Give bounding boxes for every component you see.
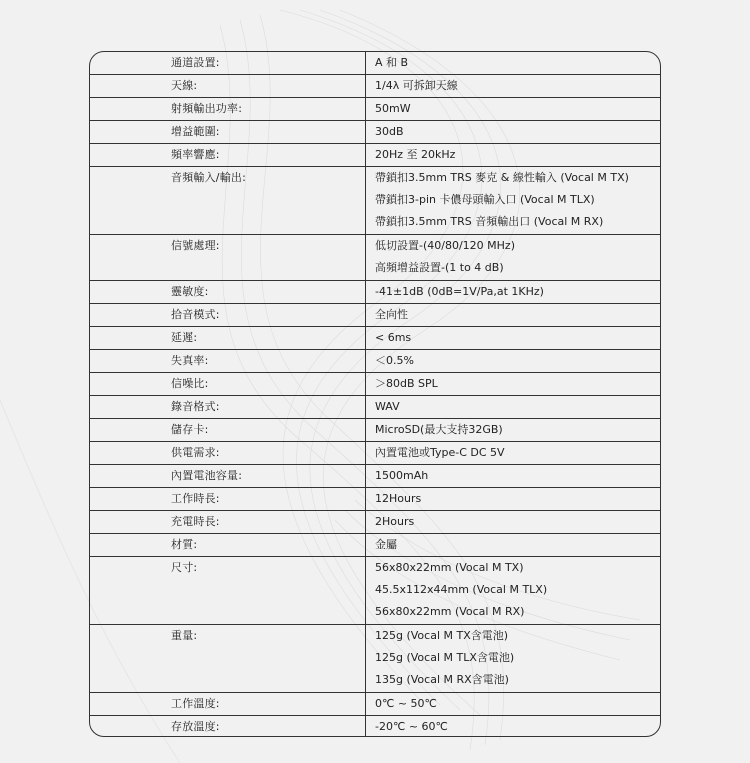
spec-values: [375, 488, 660, 510]
spec-row: [90, 235, 660, 281]
spec-values: [375, 693, 660, 715]
spec-values: [375, 396, 660, 418]
spec-values: [375, 465, 660, 487]
spec-values: [375, 534, 660, 556]
spec-row: [90, 419, 660, 442]
spec-value: 125g (Vocal M TLX含電池): [375, 651, 515, 664]
spec-value: MicroSD(最大支持32GB): [375, 423, 503, 436]
spec-value: 50mW: [375, 102, 411, 115]
specifications-table: [89, 51, 661, 737]
spec-label: 工作溫度:: [171, 697, 220, 710]
spec-value: WAV: [375, 400, 400, 413]
spec-values: [375, 350, 660, 372]
spec-row: [90, 121, 660, 144]
spec-values: [375, 442, 660, 464]
spec-label: 儲存卡:: [171, 423, 209, 436]
spec-values: [375, 167, 660, 233]
spec-row: [90, 557, 660, 625]
spec-label: 音頻輸入/輸出:: [171, 171, 247, 184]
spec-value: 125g (Vocal M TX含電池): [375, 629, 509, 642]
spec-value: < 6ms: [375, 331, 412, 344]
spec-value: 帶鎖扣3.5mm TRS 麥克 & 線性輸入 (Vocal M TX): [375, 171, 629, 184]
spec-value: 56x80x22mm (Vocal M RX): [375, 605, 525, 618]
spec-label: 工作時長:: [171, 492, 220, 505]
spec-value: 0℃ ~ 50℃: [375, 697, 437, 710]
spec-row: [90, 488, 660, 511]
spec-row: [90, 144, 660, 167]
spec-row: [90, 465, 660, 488]
spec-label: 射頻輸出功率:: [171, 102, 243, 115]
spec-label: 頻率響應:: [171, 148, 220, 161]
spec-row: [90, 350, 660, 373]
spec-row: [90, 304, 660, 327]
spec-value: 全向性: [375, 308, 408, 321]
spec-row: [90, 52, 660, 75]
spec-values: [375, 281, 660, 303]
spec-values: [375, 235, 660, 279]
spec-value: 帶鎖扣3.5mm TRS 音頻輸出口 (Vocal M RX): [375, 215, 604, 228]
spec-label: 信噪比:: [171, 377, 209, 390]
spec-label: 尺寸:: [171, 561, 198, 574]
spec-values: [375, 304, 660, 326]
spec-values: [375, 625, 660, 691]
spec-value: 低切設置-(40/80/120 MHz): [375, 239, 515, 252]
spec-row: [90, 625, 660, 693]
spec-values: [375, 327, 660, 349]
spec-label: 拾音模式:: [171, 308, 220, 321]
spec-value: 1/4λ 可拆卸天線: [375, 79, 458, 92]
spec-label: 供電需求:: [171, 446, 220, 459]
spec-value: 帶鎖扣3-pin 卡儂母頭輸入口 (Vocal M TLX): [375, 193, 595, 206]
spec-row: [90, 327, 660, 350]
spec-value: 金屬: [375, 538, 397, 551]
spec-value: 20Hz 至 20kHz: [375, 148, 456, 161]
spec-label: 延遲:: [171, 331, 198, 344]
spec-row: [90, 716, 660, 737]
spec-row: [90, 167, 660, 235]
spec-value: 內置電池或Type-C DC 5V: [375, 446, 505, 459]
spec-label: 重量:: [171, 629, 198, 642]
spec-values: [375, 511, 660, 533]
spec-value: 1500mAh: [375, 469, 429, 482]
spec-label: 材質:: [171, 538, 198, 551]
spec-values: [375, 144, 660, 166]
spec-row: [90, 693, 660, 716]
spec-row: [90, 442, 660, 465]
spec-values: [375, 557, 660, 623]
spec-value: A 和 B: [375, 56, 409, 69]
spec-value: 135g (Vocal M RX含電池): [375, 673, 509, 686]
spec-label: 充電時長:: [171, 515, 220, 528]
spec-values: [375, 121, 660, 143]
spec-values: [375, 419, 660, 441]
spec-value: -41±1dB (0dB=1V/Pa,at 1KHz): [375, 285, 544, 298]
spec-label: 錄音格式:: [171, 400, 220, 413]
spec-row: [90, 396, 660, 419]
spec-value: 45.5x112x44mm (Vocal M TLX): [375, 583, 548, 596]
spec-row: [90, 98, 660, 121]
spec-row: [90, 281, 660, 304]
spec-values: [375, 98, 660, 120]
spec-values: [375, 52, 660, 74]
spec-row: [90, 373, 660, 396]
spec-values: [375, 75, 660, 97]
spec-label: 信號處理:: [171, 239, 220, 252]
spec-label: 內置電池容量:: [171, 469, 243, 482]
spec-label: 存放溫度:: [171, 720, 220, 733]
spec-value: -20℃ ~ 60℃: [375, 720, 448, 733]
spec-row: [90, 75, 660, 98]
spec-label: 天線:: [171, 79, 198, 92]
spec-label: 通道設置:: [171, 56, 220, 69]
spec-value: 12Hours: [375, 492, 422, 505]
spec-value: 30dB: [375, 125, 404, 138]
spec-label: 靈敏度:: [171, 285, 209, 298]
spec-label: 增益範圍:: [171, 125, 220, 138]
spec-label: 失真率:: [171, 354, 209, 367]
spec-value: ＜0.5%: [375, 354, 414, 367]
spec-row: [90, 511, 660, 534]
spec-values: [375, 373, 660, 395]
spec-value: 高頻增益設置-(1 to 4 dB): [375, 261, 504, 274]
spec-row: [90, 534, 660, 557]
spec-values: [375, 716, 660, 737]
spec-value: 56x80x22mm (Vocal M TX): [375, 561, 524, 574]
spec-value: ＞80dB SPL: [375, 377, 438, 390]
spec-value: 2Hours: [375, 515, 415, 528]
